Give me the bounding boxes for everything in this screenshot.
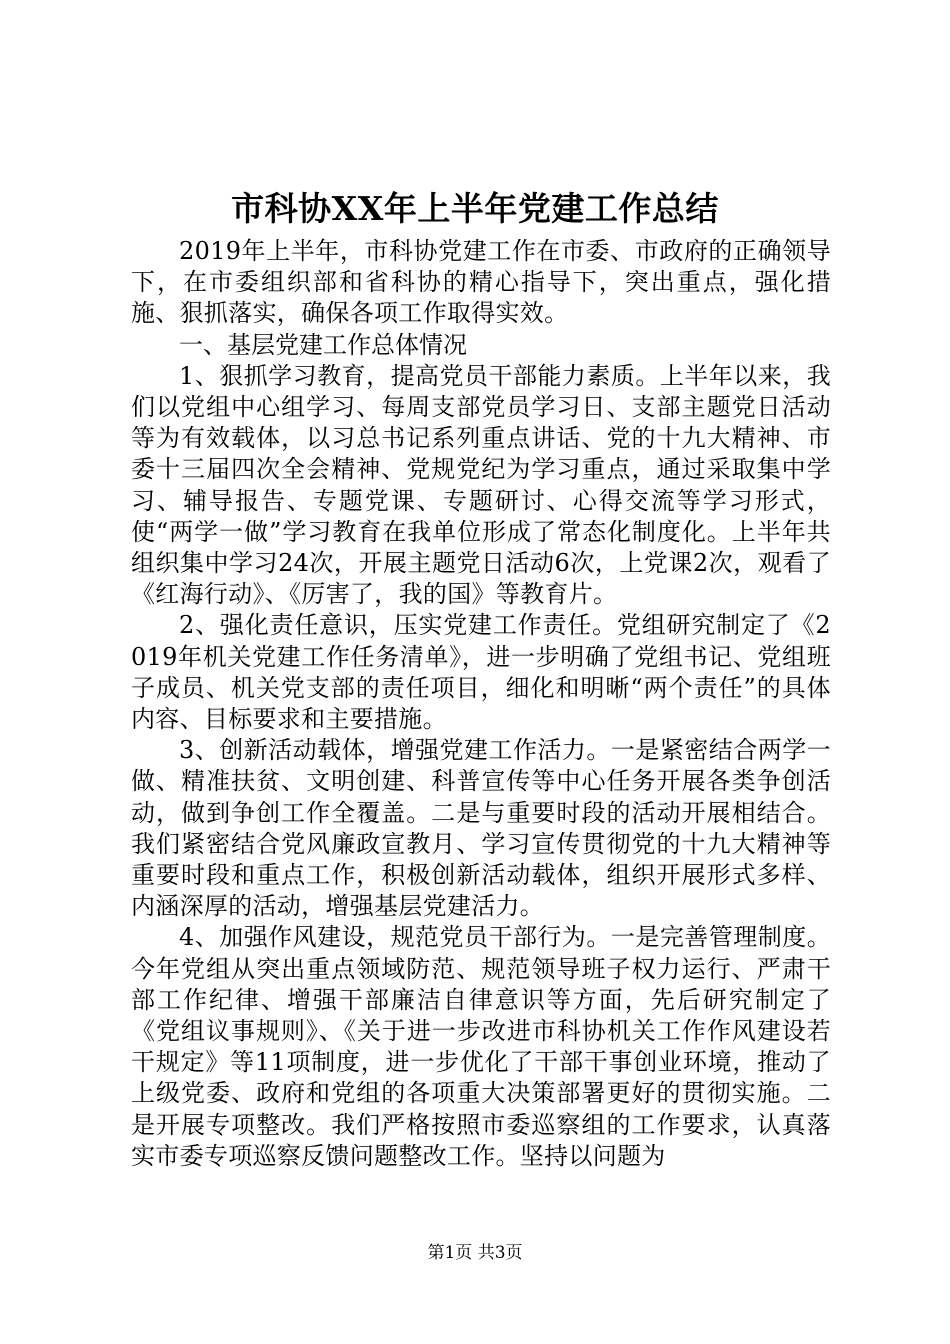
page-footer: 第1页 共3页 xyxy=(427,1243,523,1263)
paragraph-item-4: 4、加强作风建设，规范党员干部行为。一是完善管理制度。今年党组从突出重点领域防范、规范领导班子权力运行、严肃干部工作纪律、增强干部廉洁自律意识等方面，先后研究制定了《党组议事规则》、《关于进一步改进市科协机关工作作风建设若干规定》等11项制度，进一步优化了干部干事创业环境，推动了上级党委、政府和党组的各项重大决策部署更好的贯彻实施。二是开展专项整改。我们严格按照市委巡察组的工作要求，认真落实市委专项巡察反馈问题整改工作。坚持以问题为 xyxy=(131,923,831,1170)
intro-paragraph: 2019年上半年，市科协党建工作在市委、市政府的正确领导下，在市委组织部和省科协的精心指导下，突出重点，强化措施、狠抓落实，确保各项工作取得实效。 xyxy=(131,237,831,328)
paragraph-item-2: 2、强化责任意识，压实党建工作责任。党组研究制定了《2019年机关党建工作任务清单》，进一步明确了党组书记、党组班子成员、机关党支部的责任项目，细化和明晰“两个责任”的具体内容、目标要求和主要措施。 xyxy=(131,611,831,734)
document-title: 市科协XX年上半年党建工作总结 xyxy=(231,189,719,228)
paragraph-item-1: 1、狠抓学习教育，提高党员干部能力素质。上半年以来，我们以党组中心组学习、每周支部党员学习日、支部主题党日活动等为有效载体，以习总书记系列重点讲话、党的十九大精神、市委十三届四次全会精神、党规党纪为学习重点，通过采取集中学习、辅导报告、专题党课、专题研讨、心得交流等学习形式，使“两学一做”学习教育在我单位形成了常态化制度化。上半年共组织集中学习24次，开展主题党日活动6次，上党课2次，观看了《红海行动》、《厉害了，我的国》等教育片。 xyxy=(131,361,831,609)
section-heading: 一、基层党建工作总体情况 xyxy=(179,330,467,359)
document-body xyxy=(131,236,831,1172)
paragraph-item-3: 3、创新活动载体，增强党建工作活力。一是紧密结合两学一做、精准扶贫、文明创建、科普宣传等中心任务开展各类争创活动，做到争创工作全覆盖。二是与重要时段的活动开展相结合。我们紧密结合党风廉政宣教月、学习宣传贯彻党的十九大精神等重要时段和重点工作，积极创新活动载体，组织开展形式多样、内涵深厚的活动，增强基层党建活力。 xyxy=(131,736,831,921)
